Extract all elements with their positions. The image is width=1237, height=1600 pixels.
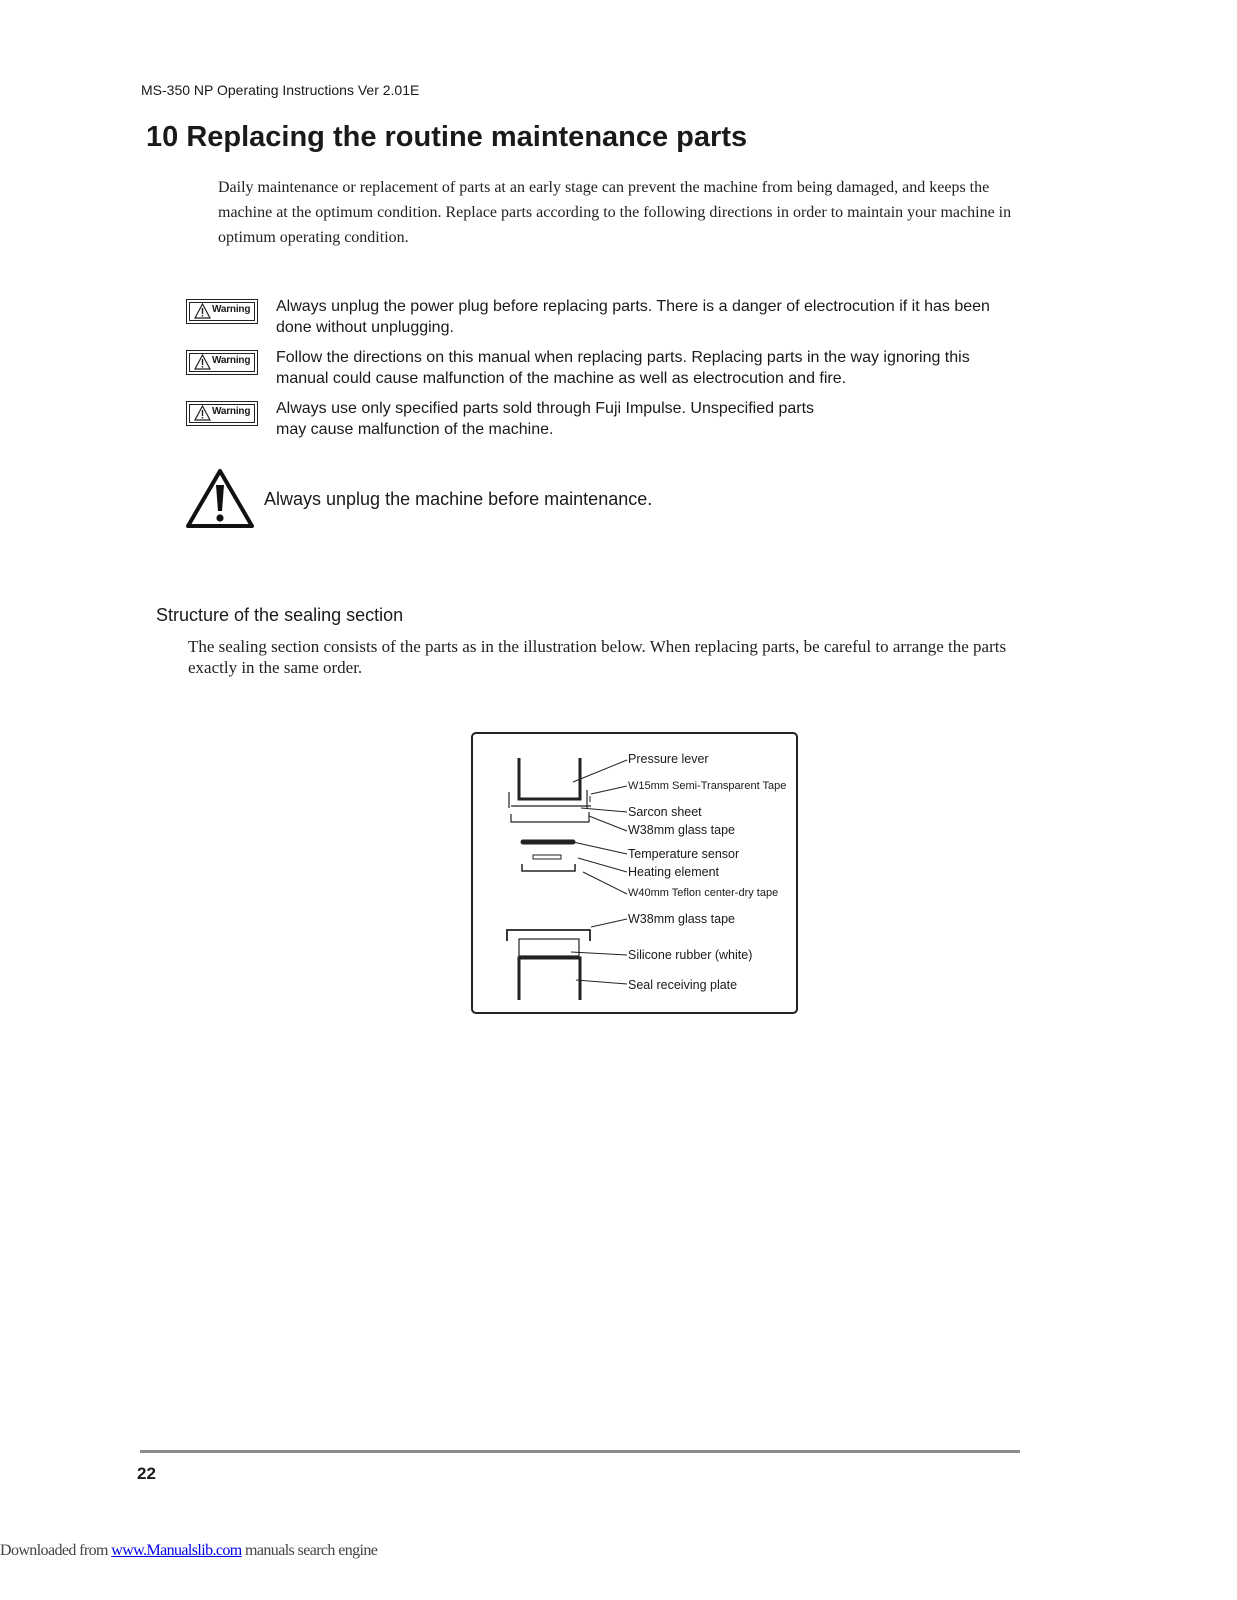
diagram-label: Silicone rubber (white) (628, 948, 753, 962)
warning-badge-label: Warning (212, 406, 251, 417)
warning-badge (186, 401, 258, 426)
download-suffix: manuals search engine (241, 1542, 378, 1559)
diagram-label: Pressure lever (628, 752, 709, 766)
page-title: 10 Replacing the routine maintenance parts (146, 121, 748, 153)
warning-badge-label: Warning (212, 355, 251, 366)
exclamation-triangle-icon (185, 467, 255, 529)
diagram-label: Sarcon sheet (628, 805, 702, 819)
diagram-label: W15mm Semi-Transparent Tape (628, 780, 787, 792)
section-body: The sealing section consists of the parts as in the illustration below. When replacing parts, be careful to arrange the parts exactly in the same order. (188, 637, 1007, 677)
warning-text: Always use only specified parts sold through Fuji Impulse. Unspecified parts may cause malfunction of the machine. (276, 400, 815, 438)
page-number: 22 (137, 1464, 156, 1483)
warning-triangle-icon (194, 303, 211, 319)
diagram-label: Heating element (628, 865, 720, 879)
warning-badge (186, 299, 258, 324)
caution-text: Always unplug the machine before maintenance. (264, 489, 653, 509)
diagram-label: W40mm Teflon center-dry tape (628, 887, 779, 899)
diagram-label: Temperature sensor (628, 847, 740, 861)
diagram-label: W38mm glass tape (628, 912, 735, 926)
warning-triangle-icon (194, 354, 211, 370)
diagram-label: Seal receiving plate (628, 978, 738, 992)
download-prefix: Downloaded from (0, 1542, 112, 1559)
running-header: MS-350 NP Operating Instructions Ver 2.01E (141, 82, 420, 98)
sealing-section-diagram (471, 732, 798, 1014)
intro-paragraph: Daily maintenance or replacement of parts at an early stage can prevent the machine from being damaged, and keeps the machine at the optimum condition. Replace parts according to the following directions in order to maintain your machine in optimum operating condition. (218, 179, 1012, 246)
manualslib-link[interactable]: www.Manualslib.com (111, 1542, 242, 1559)
warning-badge-label: Warning (212, 304, 251, 315)
warning-triangle-icon (194, 405, 211, 421)
warning-text: Follow the directions on this manual when replacing parts. Replacing parts in the way ignoring this manual could cause malfunction of the machine as well as electrocution and fire. (276, 349, 970, 387)
diagram-label: W38mm glass tape (628, 823, 735, 837)
warning-badge (186, 350, 258, 375)
section-heading: Structure of the sealing section (156, 605, 404, 625)
warning-text: Always unplug the power plug before replacing parts. There is a danger of electrocution if it has been done without unplugging. (276, 298, 990, 336)
footer-rule (140, 1450, 1020, 1453)
download-notice (0, 1542, 377, 1560)
